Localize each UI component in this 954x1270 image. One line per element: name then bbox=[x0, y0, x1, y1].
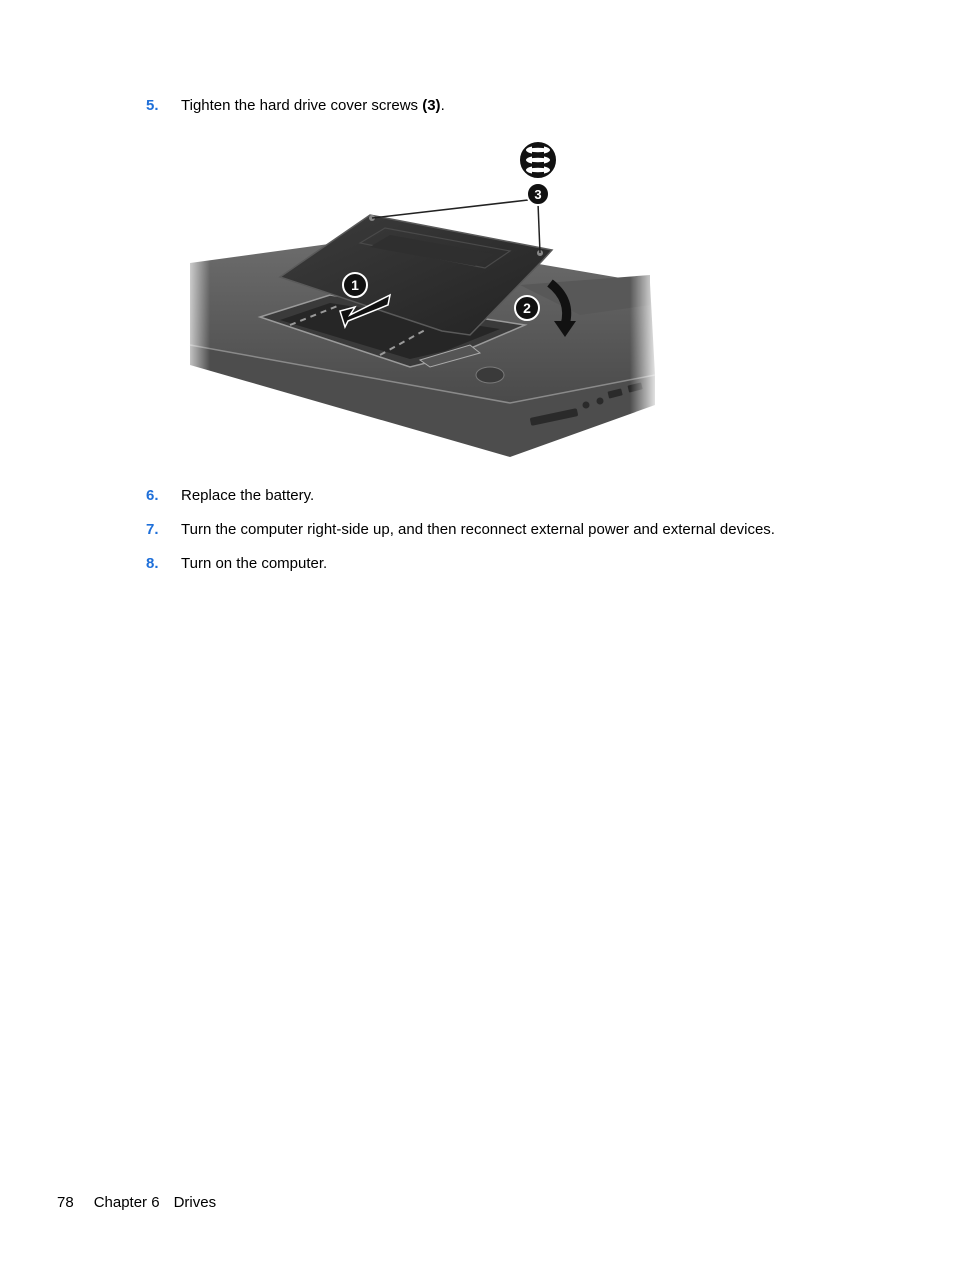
screw-icon bbox=[519, 141, 557, 179]
step-number: 7. bbox=[146, 521, 159, 538]
chapter-label: Chapter 6 bbox=[93, 1194, 160, 1211]
step-text: Turn on the computer. bbox=[181, 555, 328, 572]
step-text: Replace the battery. bbox=[181, 487, 315, 504]
page-number: 78 bbox=[57, 1194, 74, 1211]
callout-3-badge bbox=[527, 183, 549, 205]
step-text-main: Tighten the hard drive cover screws bbox=[181, 97, 423, 114]
callout-reference: (3) bbox=[422, 97, 441, 114]
section-label: Drives bbox=[173, 1194, 217, 1211]
callout-2-badge bbox=[515, 296, 539, 320]
callout-3: 3 bbox=[534, 187, 542, 202]
step-number: 5. bbox=[146, 97, 159, 114]
callout-1-badge bbox=[343, 273, 367, 297]
hard-drive-cover-illustration bbox=[180, 135, 660, 465]
callout-2: 2 bbox=[523, 300, 531, 316]
step-text-end: . bbox=[440, 97, 445, 114]
step-text: Turn the computer right-side up, and then reconnect external power and external devices. bbox=[181, 521, 775, 538]
callout-1: 1 bbox=[351, 277, 359, 293]
step-number: 8. bbox=[146, 555, 159, 572]
page-footer bbox=[57, 1194, 216, 1212]
step-number: 6. bbox=[146, 487, 159, 504]
step-text bbox=[181, 97, 445, 115]
